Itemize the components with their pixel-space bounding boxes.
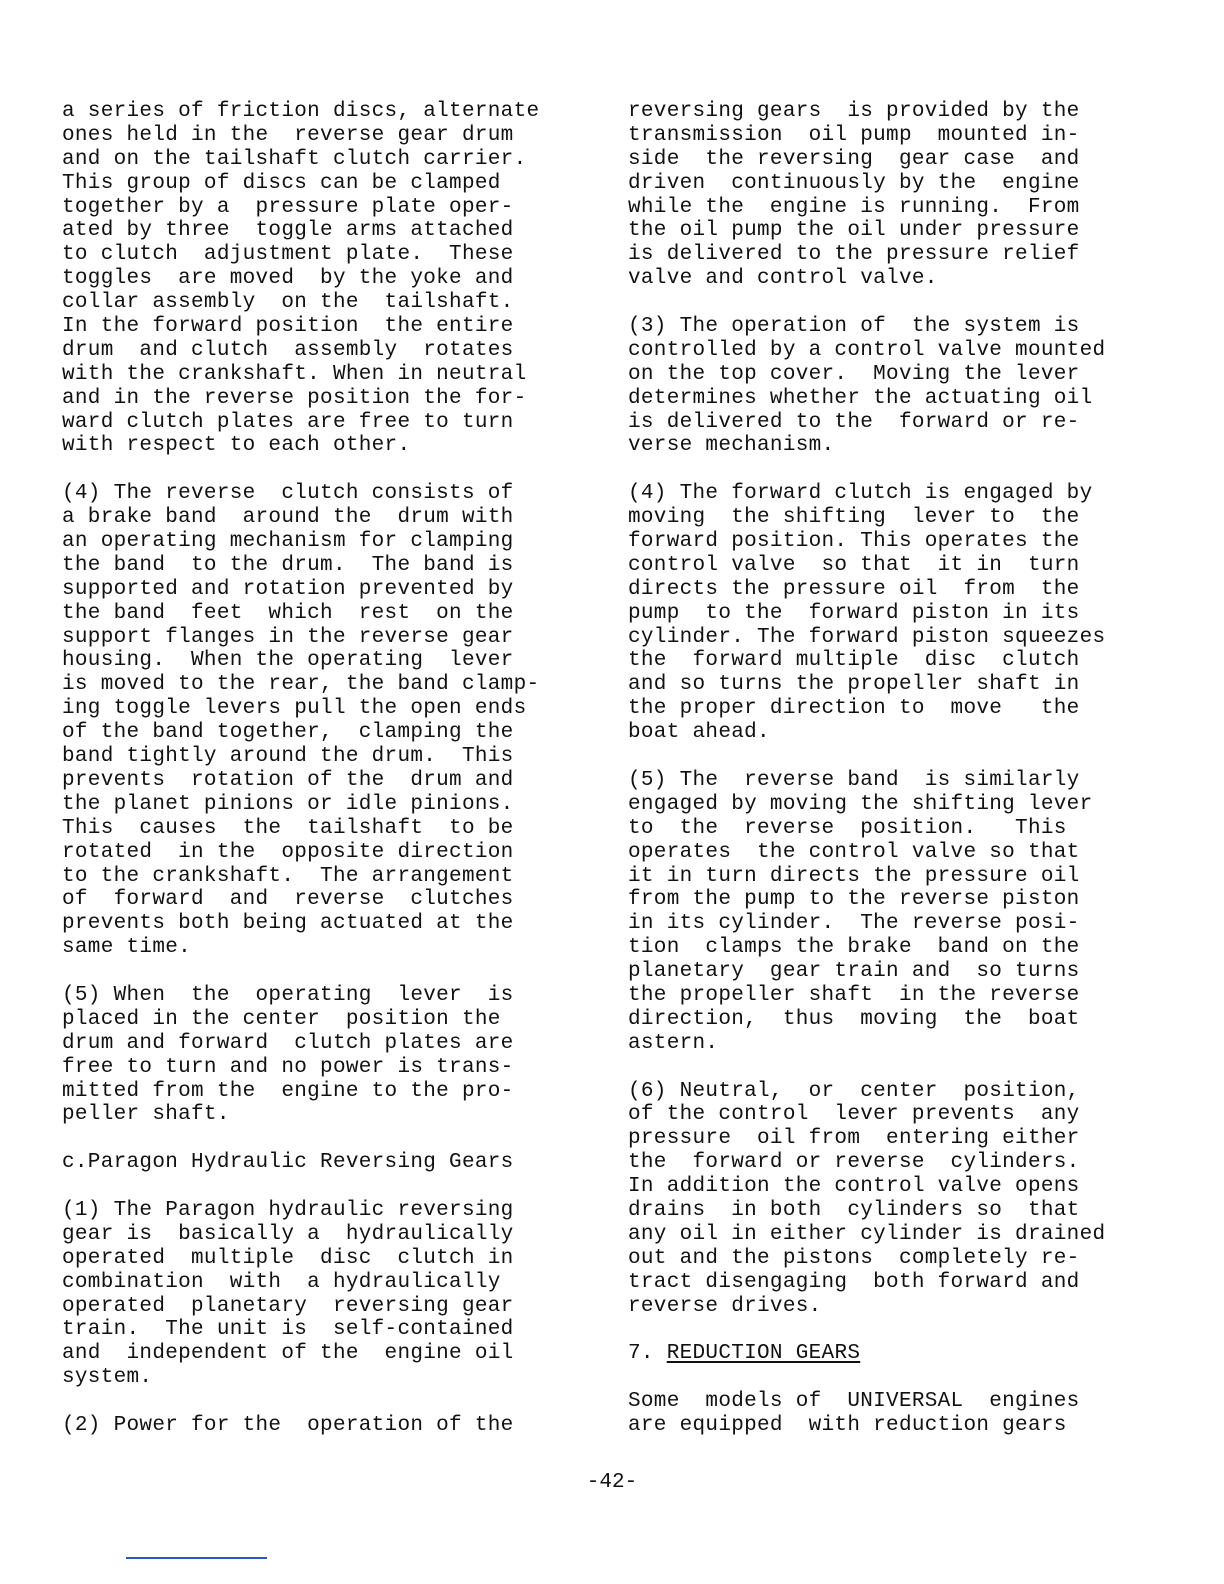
text-line: together by a pressure plate oper-	[62, 195, 514, 219]
text-line: astern.	[628, 1031, 719, 1055]
text-line: driven continuously by the engine	[628, 171, 1080, 195]
paragraph-gap	[628, 1056, 1124, 1080]
text-line: moving the shifting lever to the	[628, 506, 1080, 530]
text-line: (3) The operation of the system is	[628, 315, 1080, 339]
text-line: transmission oil pump mounted in-	[628, 123, 1080, 147]
text-line: is moved to the rear, the band clamp-	[62, 673, 540, 697]
paragraph-gap	[62, 1175, 558, 1199]
text-line: is delivered to the pressure relief	[628, 243, 1080, 267]
section-heading	[628, 1342, 1124, 1366]
text-line: engaged by moving the shifting lever	[628, 792, 1093, 816]
paragraph-gap	[628, 291, 1124, 315]
text-line: to the reverse position. This	[628, 816, 1067, 840]
text-line: of the control lever prevents any	[628, 1103, 1080, 1127]
text-line: to the crankshaft. The arrangement	[62, 864, 514, 888]
text-line: operates the control valve so that	[628, 840, 1080, 864]
text-line: in its cylinder. The reverse posi-	[628, 912, 1080, 936]
text-line: to clutch adjustment plate. These	[62, 243, 514, 267]
text-line: the forward multiple disc clutch	[628, 649, 1080, 673]
text-line: of the band together, clamping the	[62, 721, 514, 745]
text-line: while the engine is running. From	[628, 195, 1080, 219]
text-line: band tightly around the drum. This	[62, 745, 514, 769]
paragraph-gap	[62, 458, 558, 482]
text-line: determines whether the actuating oil	[628, 386, 1093, 410]
text-line: mitted from the engine to the pro-	[62, 1079, 514, 1103]
text-line: (4) The reverse clutch consists of	[62, 482, 514, 506]
left-column	[62, 100, 558, 1438]
text-line: valve and control valve.	[628, 267, 938, 291]
text-line: placed in the center position the	[62, 1007, 501, 1031]
right-column	[628, 100, 1124, 1438]
paragraph-gap	[628, 1366, 1124, 1390]
text-line: planetary gear train and so turns	[628, 960, 1080, 984]
text-line: (6) Neutral, or center position,	[628, 1079, 1080, 1103]
text-line: cylinder. The forward piston squeezes	[628, 625, 1106, 649]
text-line: the planet pinions or idle pinions.	[62, 792, 514, 816]
text-line: verse mechanism.	[628, 434, 835, 458]
section-heading-number: 7.	[628, 1342, 667, 1366]
text-line: gear is basically a hydraulically	[62, 1222, 514, 1246]
text-line: Some models of UNIVERSAL engines	[628, 1390, 1080, 1414]
text-line: ward clutch plates are free to turn	[62, 410, 514, 434]
text-line: prevents both being actuated at the	[62, 912, 514, 936]
text-line: with the crankshaft. When in neutral	[62, 362, 527, 386]
text-line: toggles are moved by the yoke and	[62, 267, 514, 291]
text-line: system.	[62, 1366, 153, 1390]
text-line: and so turns the propeller shaft in	[628, 673, 1080, 697]
text-line: the oil pump the oil under pressure	[628, 219, 1080, 243]
text-line: the proper direction to move the	[628, 697, 1080, 721]
text-line: of forward and reverse clutches	[62, 888, 514, 912]
text-line: In addition the control valve opens	[628, 1175, 1080, 1199]
page-number: -42-	[586, 1471, 638, 1494]
text-line: (1) The Paragon hydraulic reversing	[62, 1198, 514, 1222]
text-line: pressure oil from entering either	[628, 1127, 1080, 1151]
text-line: (4) The forward clutch is engaged by	[628, 482, 1093, 506]
text-line: are equipped with reduction gears	[628, 1413, 1067, 1437]
text-line: ing toggle levers pull the open ends	[62, 697, 527, 721]
text-line: support flanges in the reverse gear	[62, 625, 514, 649]
text-line: directs the pressure oil from the	[628, 577, 1080, 601]
text-line: reverse drives.	[628, 1294, 822, 1318]
text-line: the band to the drum. The band is	[62, 553, 514, 577]
text-line: ated by three toggle arms attached	[62, 219, 514, 243]
text-line: In the forward position the entire	[62, 315, 514, 339]
text-line: ones held in the reverse gear drum	[62, 123, 514, 147]
paragraph-gap	[62, 1390, 558, 1414]
text-line: the propeller shaft in the reverse	[628, 983, 1080, 1007]
text-line: free to turn and no power is trans-	[62, 1055, 514, 1079]
text-line: out and the pistons completely re-	[628, 1246, 1080, 1270]
text-line: (5) When the operating lever is	[62, 983, 514, 1007]
paragraph-gap	[628, 745, 1124, 769]
text-line: the forward or reverse cylinders.	[628, 1151, 1080, 1175]
text-line: train. The unit is self-contained	[62, 1318, 514, 1342]
text-line: an operating mechanism for clamping	[62, 530, 514, 554]
text-line: (2) Power for the operation of the	[62, 1413, 514, 1437]
text-line: combination with a hydraulically	[62, 1270, 501, 1294]
text-line: it in turn directs the pressure oil	[628, 864, 1080, 888]
text-line: and on the tailshaft clutch carrier.	[62, 147, 527, 171]
text-line: a brake band around the drum with	[62, 506, 514, 530]
paragraph-gap	[62, 960, 558, 984]
text-line: operated multiple disc clutch in	[62, 1246, 514, 1270]
text-line: drum and forward clutch plates are	[62, 1031, 514, 1055]
paragraph-gap	[62, 1127, 558, 1151]
text-line: drum and clutch assembly rotates	[62, 338, 514, 362]
text-line: rotated in the opposite direction	[62, 840, 514, 864]
paragraph-gap	[628, 1318, 1124, 1342]
link-underline-mark	[126, 1557, 267, 1559]
text-line: This causes the tailshaft to be	[62, 816, 514, 840]
text-line: side the reversing gear case and	[628, 147, 1080, 171]
text-line: a series of friction discs, alternate	[62, 100, 540, 123]
text-line: tion clamps the brake band on the	[628, 936, 1080, 960]
text-line: c.Paragon Hydraulic Reversing Gears	[62, 1151, 514, 1175]
text-line: (5) The reverse band is similarly	[628, 768, 1080, 792]
text-line: is delivered to the forward or re-	[628, 410, 1080, 434]
text-line: prevents rotation of the drum and	[62, 768, 514, 792]
text-line: pump to the forward piston in its	[628, 601, 1080, 625]
text-line: control valve so that it in turn	[628, 553, 1080, 577]
text-line: same time.	[62, 936, 192, 960]
text-line: controlled by a control valve mounted	[628, 338, 1106, 362]
text-line: forward position. This operates the	[628, 530, 1080, 554]
text-line: reversing gears is provided by the	[628, 100, 1080, 123]
text-line: drains in both cylinders so that	[628, 1198, 1080, 1222]
text-line: housing. When the operating lever	[62, 649, 514, 673]
text-line: boat ahead.	[628, 721, 770, 745]
text-line: direction, thus moving the boat	[628, 1007, 1080, 1031]
text-line: any oil in either cylinder is drained	[628, 1222, 1106, 1246]
text-line: the band feet which rest on the	[62, 601, 514, 625]
text-line: on the top cover. Moving the lever	[628, 362, 1080, 386]
text-line: supported and rotation prevented by	[62, 577, 514, 601]
text-line: operated planetary reversing gear	[62, 1294, 514, 1318]
text-line: and independent of the engine oil	[62, 1342, 514, 1366]
paragraph-gap	[628, 458, 1124, 482]
text-line: from the pump to the reverse piston	[628, 888, 1080, 912]
text-line: and in the reverse position the for-	[62, 386, 527, 410]
text-line: tract disengaging both forward and	[628, 1270, 1080, 1294]
text-line: This group of discs can be clamped	[62, 171, 501, 195]
text-line: collar assembly on the tailshaft.	[62, 291, 514, 315]
text-line: with respect to each other.	[62, 434, 411, 458]
section-heading-title: REDUCTION GEARS	[666, 1342, 861, 1366]
text-line: peller shaft.	[62, 1103, 230, 1127]
